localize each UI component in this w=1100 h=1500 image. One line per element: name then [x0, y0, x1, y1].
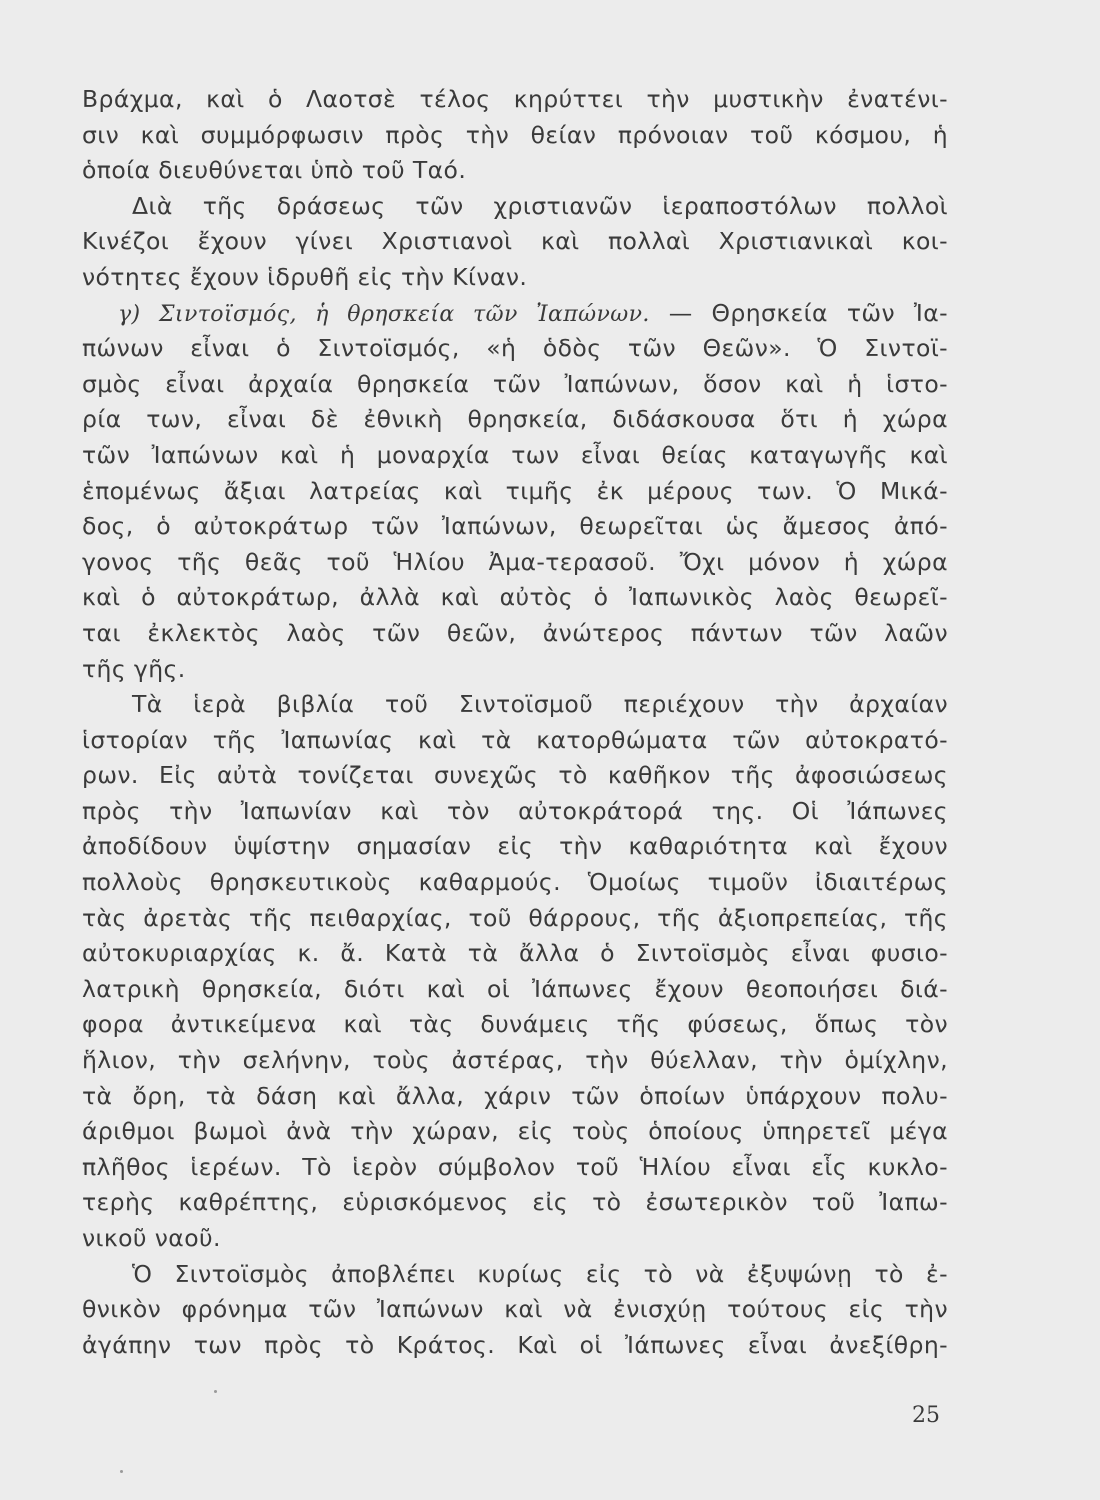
text-line: ρων. Εἰς αὐτὰ τονίζεται συνεχῶς τὸ καθῆκον τῆς ἀφοσιώσεως [82, 761, 948, 790]
text-line: τῆς γῆς. [82, 654, 186, 683]
text-line: Ὁ Σιντοϊσμὸς ἀποβλέπει κυρίως εἰς τὸ νὰ ἐξυψώνῃ τὸ ἐ- [132, 1259, 948, 1288]
print-speck [214, 1390, 217, 1393]
text-line: δος, ὁ αὐτοκράτωρ τῶν Ἰαπώνων, θεωρεῖται ὡς ἄμεσος ἀπό- [82, 512, 948, 541]
heading-continuation: — Θρησκεία τῶν Ἰα- [649, 298, 949, 327]
text-line: γονος τῆς θεᾶς τοῦ Ἡλίου Ἀμα-τερασοῦ. Ὄχι μόνον ἡ χώρα [82, 547, 948, 576]
text-line: ὁποία διευθύνεται ὑπὸ τοῦ Ταό. [82, 156, 467, 185]
text-line: ἀγάπην των πρὸς τὸ Κράτος. Καὶ οἱ Ἰάπωνες εἶναι ἀνεξίθρη- [82, 1330, 948, 1359]
text-line: τὰ ὄρη, τὰ δάση καὶ ἄλλα, χάριν τῶν ὁποίων ὑπάρχουν πολυ- [82, 1081, 948, 1110]
text-line: ται ἐκλεκτὸς λαὸς τῶν θεῶν, ἀνώτερος πάντων τῶν λαῶν [82, 618, 948, 647]
text-line: φορα ἀντικείμενα καὶ τὰς δυνάμεις τῆς φύσεως, ὅπως τὸν [82, 1010, 948, 1039]
text-line: ἑπομένως ἄξιαι λατρείας καὶ τιμῆς ἐκ μέρους των. Ὁ Μικά- [82, 476, 948, 505]
text-line: θνικὸν φρόνημα τῶν Ἰαπώνων καὶ νὰ ἐνισχύῃ τούτους εἰς τὴν [82, 1295, 948, 1324]
page-number: 25 [912, 1403, 940, 1428]
text-line: σιν καὶ συμμόρφωσιν πρὸς τὴν θείαν πρόνοιαν τοῦ κόσμου, ἡ [82, 120, 948, 149]
text-line: Διὰ τῆς δράσεως τῶν χριστιανῶν ἱεραποστόλων πολλοὶ [132, 191, 948, 220]
text-line: πρὸς τὴν Ἰαπωνίαν καὶ τὸν αὐτοκράτορά της. Οἱ Ἰάπωνες [82, 796, 948, 825]
text-line: ἀποδίδουν ὑψίστην σημασίαν εἰς τὴν καθαριότητα καὶ ἔχουν [82, 832, 948, 861]
text-line: ρία των, εἶναι δὲ ἐθνικὴ θρησκεία, διδάσκουσα ὅτι ἡ χώρα [82, 405, 948, 434]
text-line: τὰς ἀρετὰς τῆς πειθαρχίας, τοῦ θάρρους, τῆς ἀξιοπρεπείας, τῆς [82, 903, 948, 932]
text-line: τερὴς καθρέπτης, εὑρισκόμενος εἰς τὸ ἐσωτερικὸν τοῦ Ἰαπω- [82, 1188, 948, 1217]
text-line: καὶ ὁ αὐτοκράτωρ, ἀλλὰ καὶ αὐτὸς ὁ Ἰαπωνικὸς λαὸς θεωρεῖ- [82, 583, 948, 612]
text-line: πλῆθος ἱερέων. Τὸ ἱερὸν σύμβολον τοῦ Ἡλίου εἶναι εἷς κυκλο- [82, 1152, 948, 1181]
text-line: Τὰ ἱερὰ βιβλία τοῦ Σιντοϊσμοῦ περιέχουν τὴν ἀρχαίαν [132, 690, 948, 719]
text-line: σμὸς εἶναι ἀρχαία θρησκεία τῶν Ἰαπώνων, ὅσον καὶ ἡ ἱστο- [82, 369, 948, 398]
text-line: τῶν Ἰαπώνων καὶ ἡ μοναρχία των εἶναι θείας καταγωγῆς καὶ [82, 440, 948, 469]
text-line: ἥλιον, τὴν σελήνην, τοὺς ἀστέρας, τὴν θύελλαν, τὴν ὁμίχλην, [82, 1046, 948, 1075]
text-line: πώνων εἶναι ὁ Σιντοϊσμός, «ἡ ὁδὸς τῶν Θεῶν». Ὁ Σιντοϊ- [82, 334, 948, 363]
text-line: λατρικὴ θρησκεία, διότι καὶ οἱ Ἰάπωνες ἔχουν θεοποιήσει διά- [82, 974, 948, 1003]
section-heading-line [82, 296, 948, 332]
text-line: Βράχμα, καὶ ὁ Λαοτσὲ τέλος κηρύττει τὴν μυστικὴν ἐνατένι- [82, 85, 948, 113]
text-line: ἱστορίαν τῆς Ἰαπωνίας καὶ τὰ κατορθώματα τῶν αὐτοκρατό- [82, 725, 948, 754]
body-text [82, 82, 948, 1363]
section-heading: γ) Σιντοϊσμός, ἡ θρησκεία τῶν Ἰαπώνων. [118, 301, 650, 327]
text-line: πολλοὺς θρησκευτικοὺς καθαρμούς. Ὁμοίως τιμοῦν ἰδιαιτέρως [82, 868, 948, 897]
text-line: Κινέζοι ἔχουν γίνει Χριστιανοὶ καὶ πολλαὶ Χριστιανικαὶ κοι- [82, 227, 948, 256]
text-line: αὐτοκυριαρχίας κ. ἄ. Κατὰ τὰ ἄλλα ὁ Σιντοϊσμὸς εἶναι φυσιο- [82, 939, 948, 968]
text-line: νικοῦ ναοῦ. [82, 1224, 221, 1252]
text-line: νότητες ἔχουν ἱδρυθῆ εἰς τὴν Κίναν. [82, 262, 528, 291]
print-speck [120, 1470, 123, 1473]
text-line: άριθμοι βωμοὶ ἀνὰ τὴν χώραν, εἰς τοὺς ὁποίους ὑπηρετεῖ μέγα [82, 1117, 948, 1146]
